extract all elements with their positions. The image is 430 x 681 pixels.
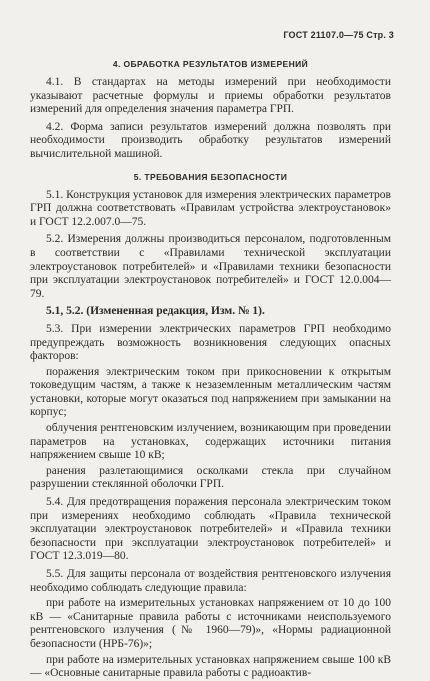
paragraph-5-2: 5.2. Измерения должны производиться персоналом, подготовленным в соответствии с «Правилами технической эксплуатации электроустановок потребителей» и «Правилами техники безопасности при эксплуатации электроустановок потребителей» и ГОСТ 12.0.004—79. xyxy=(30,233,391,300)
hazard-item: поражения электрическим током при прикосновении к открытым токоведущим частям, а также к незаземленным металлическим частям установки, которые могут оказаться под напряжением при замыкании на корпус; xyxy=(30,365,391,419)
section-5-title: 5. ТРЕБОВАНИЯ БЕЗОПАСНОСТИ xyxy=(133,171,288,182)
rule-item: при работе на измерительных установках напряжением свыше 100 кВ — «Основные санитарные правила работы с радиоактив- xyxy=(30,653,391,680)
hazard-item: облучения рентгеновским излучением, возникающим при проведении параметров на установках, содержащих источники питания напряжением свыше 10 кВ; xyxy=(30,422,391,462)
paragraph-5-4: 5.4. Для предотвращения поражения персонала электрическим током при измерениях необходимо соблюдать «Правила технической эксплуатации электроустановок потребителей» и «Правила техники безопасности при эксплуатации электроустановок потребителей» и ГОСТ 12.3.019—80. xyxy=(30,496,391,563)
page-content xyxy=(30,59,391,681)
paragraph-5-3: 5.3. При измерении электрических параметров ГРП необходимо предупреждать возможность возникновения следующих опасных факторов: xyxy=(30,322,391,363)
paragraph-5-1: 5.1. Конструкция установок для измерения электрических параметров ГРП должна соответствовать «Правилам устройства электроустановок» и ГОСТ 12.2.007.0—75. xyxy=(30,188,391,228)
paragraph-5-5: 5.5. Для защиты персонала от воздействия рентгеновского излучения необходимо соблюдать следующие правила: xyxy=(30,568,391,594)
section-4-title: 4. ОБРАБОТКА РЕЗУЛЬТАТОВ ИЗМЕРЕНИЙ xyxy=(112,59,309,69)
hazard-item: ранения разлетающимися осколками стекла при случайном разрушении стеклянной оболочки ГРП. xyxy=(30,464,391,491)
amendment-note: 5.1, 5.2. (Измененная редакция, Изм. № 1). xyxy=(46,305,265,318)
page-header: ГОСТ 21107.0—75 Стр. 3 xyxy=(283,30,394,40)
paragraph-4-1: 4.1. В стандартах на методы измерений при необходимости указывают расчетные формулы и приемы обработки результатов измерений для определения значения параметра ГРП. xyxy=(30,76,391,116)
rule-item: при работе на измерительных установках напряжением от 10 до 100 кВ — «Санитарные правила работы с источниками неиспользуемого рентгеновского излучения (№ 1960—79)», «Нормы радиационной безопасности (НРБ-76)»; xyxy=(30,597,391,650)
paragraph-4-2: 4.2. Форма записи результатов измерений должна позволять при необходимости производить обработку результатов измерений вычислительной машиной. xyxy=(30,120,391,160)
